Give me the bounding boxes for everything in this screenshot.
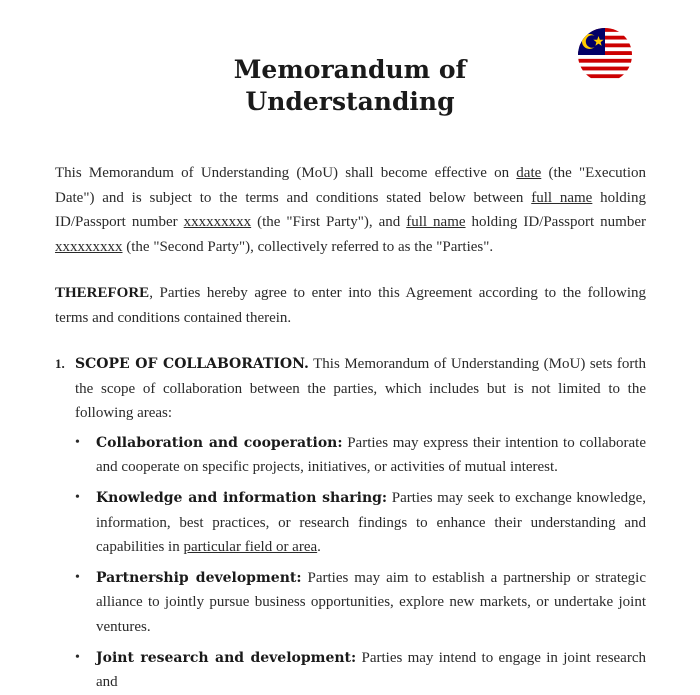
second-party-name-field[interactable]: full name [406, 214, 466, 231]
bullet-icon: • [75, 649, 80, 665]
bullet-text: Parties may seek to exchange knowledge, information, best practices, or research findings to enhance their understanding and capabilities in [96, 489, 646, 556]
date-field[interactable]: date [516, 165, 542, 181]
intro-text: (the "Execution Date") and is subject to the terms and conditions stated below between [55, 165, 646, 206]
bullet-text: . [317, 539, 321, 556]
section-scope-of-collaboration [55, 352, 646, 695]
section-text: This Memorandum of Understanding (MoU) sets forth the scope of collaboration between the parties, which includes but is not limited to the following areas: [75, 356, 646, 422]
bullet-icon: • [75, 569, 80, 585]
bullet-icon: • [75, 489, 80, 505]
list-item [55, 566, 646, 640]
bullet-heading: Knowledge and information sharing: [96, 489, 388, 506]
intro-paragraph [55, 161, 646, 259]
bullet-text: Parties may aim to establish a partnership or strategic alliance to jointly pursue business opportunities, explore new markets, or undertake joint ventures. [96, 569, 646, 635]
bullet-heading: Partnership development: [96, 569, 302, 586]
therefore-text: , Parties hereby agree to enter into this Agreement according to the following terms and conditions contained therein. [55, 285, 646, 326]
list-item [55, 431, 646, 480]
section-heading: SCOPE OF COLLABORATION. [75, 356, 309, 372]
intro-text: This Memorandum of Understanding (MoU) shall become effective on [55, 165, 517, 181]
page-title-line-2: Understanding [245, 87, 455, 116]
bullet-heading: Joint research and development: [96, 649, 357, 666]
second-party-id-field[interactable]: xxxxxxxxx [55, 238, 123, 255]
first-party-id-field[interactable]: xxxxxxxxx [183, 214, 252, 231]
particular-field-input[interactable]: particular field or area [183, 539, 318, 556]
therefore-paragraph [55, 281, 646, 330]
list-item [55, 646, 646, 695]
section-number: 1. [55, 356, 65, 371]
intro-text: holding ID/Passport number [465, 214, 646, 231]
list-item [55, 486, 646, 560]
bullet-heading: Collaboration and cooperation: [96, 434, 343, 451]
page-title-line-1: Memorandum of [233, 55, 467, 84]
section-intro [75, 352, 646, 426]
intro-text: (the "Second Party"), collectively referred to as the "Parties". [122, 238, 494, 255]
therefore-keyword: THEREFORE [55, 285, 150, 301]
bullet-text: Parties may intend to engage in joint research and [96, 649, 646, 691]
intro-text: (the "First Party"), and [251, 214, 407, 231]
intro-text: holding ID/Passport number [55, 189, 646, 231]
bullet-icon: • [75, 434, 80, 450]
first-party-name-field[interactable]: full name [531, 189, 593, 206]
bullet-text: Parties may express their intention to collaborate and cooperate on specific projects, initiatives, or activities of mutual interest. [96, 434, 647, 476]
